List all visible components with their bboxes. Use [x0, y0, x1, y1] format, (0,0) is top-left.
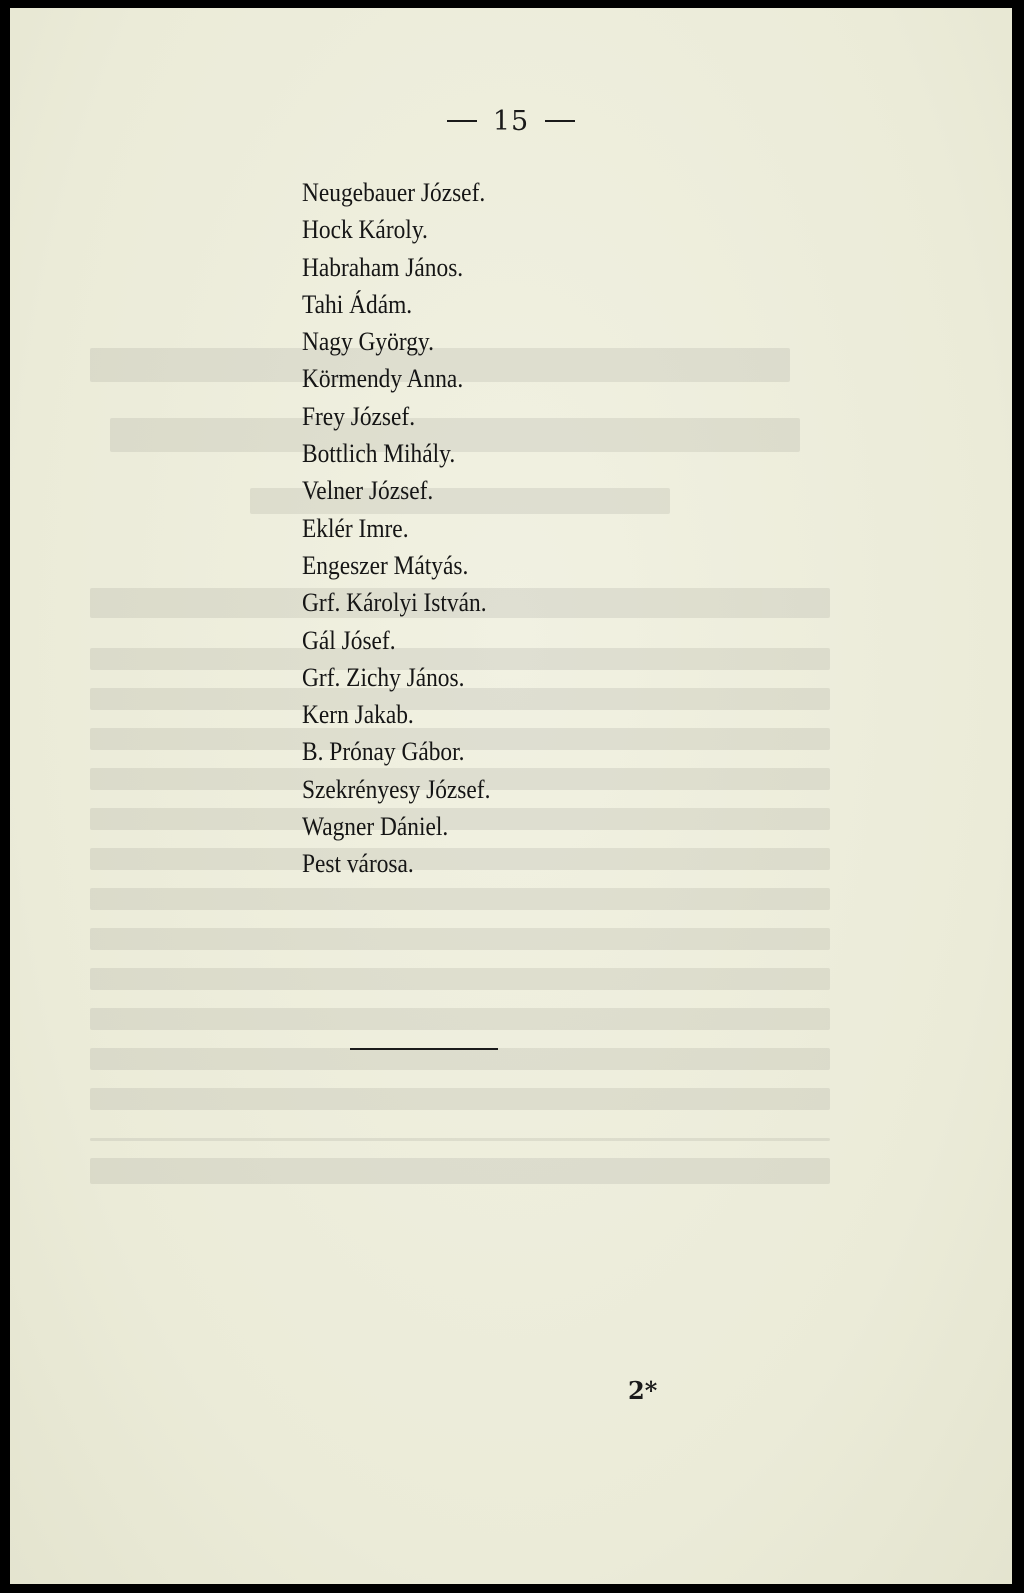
name-list-item: Bottlich Mihály. — [302, 439, 456, 469]
name-list-item: Engeszer Mátyás. — [302, 550, 469, 580]
name-list-item: Grf. Zichy János. — [302, 662, 465, 692]
name-list-item: Pest városa. — [302, 849, 414, 879]
page-number-left-dash — [447, 120, 477, 122]
name-list-item: Grf. Károlyi István. — [302, 588, 487, 618]
name-list-item: Körmendy Anna. — [302, 364, 464, 394]
name-list-item: Frey József. — [302, 401, 416, 431]
name-list-item: Tahi Ádám. — [302, 289, 413, 319]
name-list-item: Eklér Imre. — [302, 513, 409, 543]
name-list-item: Nagy György. — [302, 327, 434, 357]
name-list-item: Velner József. — [302, 476, 434, 506]
name-list-item: Wagner Dániel. — [302, 812, 449, 842]
name-list-item: Szekrényesy József. — [302, 774, 491, 804]
name-list-item: B. Prónay Gábor. — [302, 737, 465, 767]
page-number-value: 15 — [492, 106, 530, 137]
name-list — [302, 174, 511, 883]
section-separator-rule — [350, 1048, 498, 1050]
signature-mark: 2* — [628, 1376, 658, 1405]
name-list-item: Kern Jakab. — [302, 700, 414, 730]
name-list-item: Gál Jósef. — [302, 625, 396, 655]
name-list-item: Neugebauer József. — [302, 178, 486, 207]
page-number — [10, 106, 1012, 137]
name-list-item: Habraham János. — [302, 252, 464, 282]
name-list-item: Hock Károly. — [302, 215, 428, 245]
page-number-right-dash — [545, 120, 575, 122]
document-page — [10, 8, 1012, 1584]
